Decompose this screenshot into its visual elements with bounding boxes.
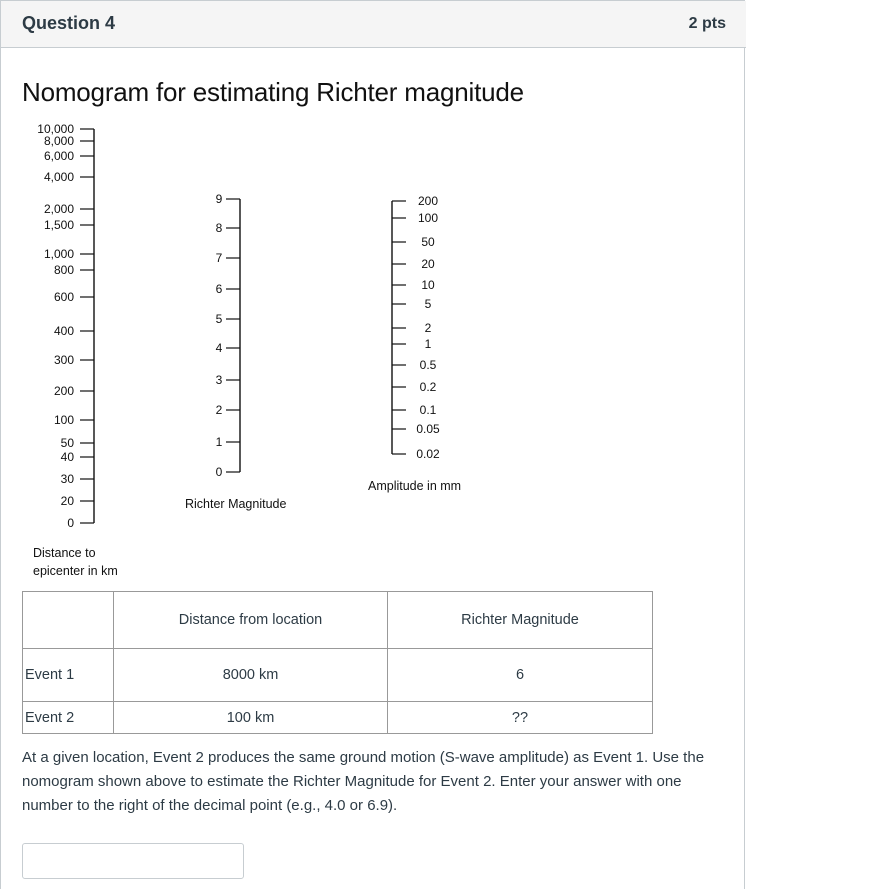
magnitude-tick-label: 2	[215, 403, 223, 417]
distance-tick-label: 400	[53, 324, 74, 338]
table-row	[23, 702, 653, 734]
distance-caption-line1: Distance to	[33, 546, 96, 560]
distance-tick-label: 200	[53, 384, 74, 398]
nomogram-title: Nomogram for estimating Richter magnitude	[22, 77, 524, 107]
question-prompt: At a given location, Event 2 produces the same ground motion (S-wave amplitude) as Event 1. Use the nomogram shown above to estimate the Richter Magnitude for Event 2. Enter your answer with one number to the right of the decimal point (e.g., 4.0 or 6.9).	[22, 749, 705, 814]
question-title: Question 4	[22, 13, 116, 33]
distance-tick-label: 10,000	[37, 122, 74, 136]
distance-tick-label: 8,000	[43, 134, 74, 148]
amplitude-tick-label: 2	[424, 321, 432, 335]
amplitude-tick-label: 0.1	[419, 403, 437, 417]
amplitude-tick-label: 0.5	[419, 358, 437, 372]
magnitude-tick-label: 9	[215, 192, 223, 206]
magnitude-tick-label: 4	[215, 341, 223, 355]
amplitude-tick-label: 5	[424, 297, 432, 311]
magnitude-tick-label: 6	[215, 282, 223, 296]
magnitude-tick-label: 3	[215, 373, 223, 387]
amplitude-tick-label: 20	[421, 257, 435, 271]
distance-tick-label: 6,000	[43, 149, 74, 163]
table-cell: 8000 km	[114, 649, 388, 702]
table-header-row	[23, 592, 653, 649]
amplitude-tick-label: 0.02	[416, 447, 440, 461]
nomogram-figure	[1, 111, 521, 586]
magnitude-scale	[216, 192, 240, 479]
magnitude-tick-label: 7	[215, 251, 223, 265]
amplitude-tick-label: 10	[421, 278, 435, 292]
distance-tick-label: 1,000	[43, 247, 74, 261]
distance-tick-label: 40	[60, 450, 74, 464]
distance-tick-label: 0	[67, 516, 74, 530]
distance-tick-label: 30	[60, 472, 74, 486]
distance-tick-label: 800	[53, 263, 74, 277]
amplitude-tick-label: 50	[421, 235, 435, 249]
answer-input[interactable]	[22, 843, 244, 879]
question-points: 2 pts	[688, 15, 726, 32]
magnitude-tick-label: 8	[215, 221, 223, 235]
table-cell: Event 2	[23, 702, 114, 734]
table-row	[23, 649, 653, 702]
distance-tick-label: 1,500	[43, 218, 74, 232]
distance-tick-label: 100	[53, 413, 74, 427]
amplitude-tick-label: 200	[417, 194, 439, 208]
distance-tick-label: 4,000	[43, 170, 74, 184]
amplitude-tick-label: 100	[417, 211, 439, 225]
question-header	[1, 1, 746, 48]
distance-caption-line2: epicenter in km	[33, 564, 118, 578]
table-header-cell: Richter Magnitude	[388, 592, 653, 649]
amplitude-tick-label: 0.2	[419, 380, 437, 394]
magnitude-tick-label: 0	[215, 465, 223, 479]
amplitude-tick-label: 1	[424, 337, 432, 351]
table-cell: 100 km	[114, 702, 388, 734]
distance-tick-label: 2,000	[43, 202, 74, 216]
table-cell: 6	[388, 649, 653, 702]
amplitude-tick-label: 0.05	[416, 422, 440, 436]
table-cell: ??	[388, 702, 653, 734]
table-header-cell	[23, 592, 114, 649]
amplitude-caption: Amplitude in mm	[368, 479, 462, 493]
distance-tick-label: 300	[53, 353, 74, 367]
magnitude-caption: Richter Magnitude	[185, 497, 287, 511]
events-table	[22, 591, 653, 734]
distance-scale	[37, 122, 94, 530]
table-header-cell: Distance from location	[114, 592, 388, 649]
magnitude-tick-label: 1	[215, 435, 223, 449]
amplitude-scale	[392, 194, 440, 461]
distance-tick-label: 600	[53, 290, 74, 304]
distance-tick-label: 50	[60, 436, 74, 450]
magnitude-tick-label: 5	[215, 312, 223, 326]
table-cell: Event 1	[23, 649, 114, 702]
distance-tick-label: 20	[60, 494, 74, 508]
